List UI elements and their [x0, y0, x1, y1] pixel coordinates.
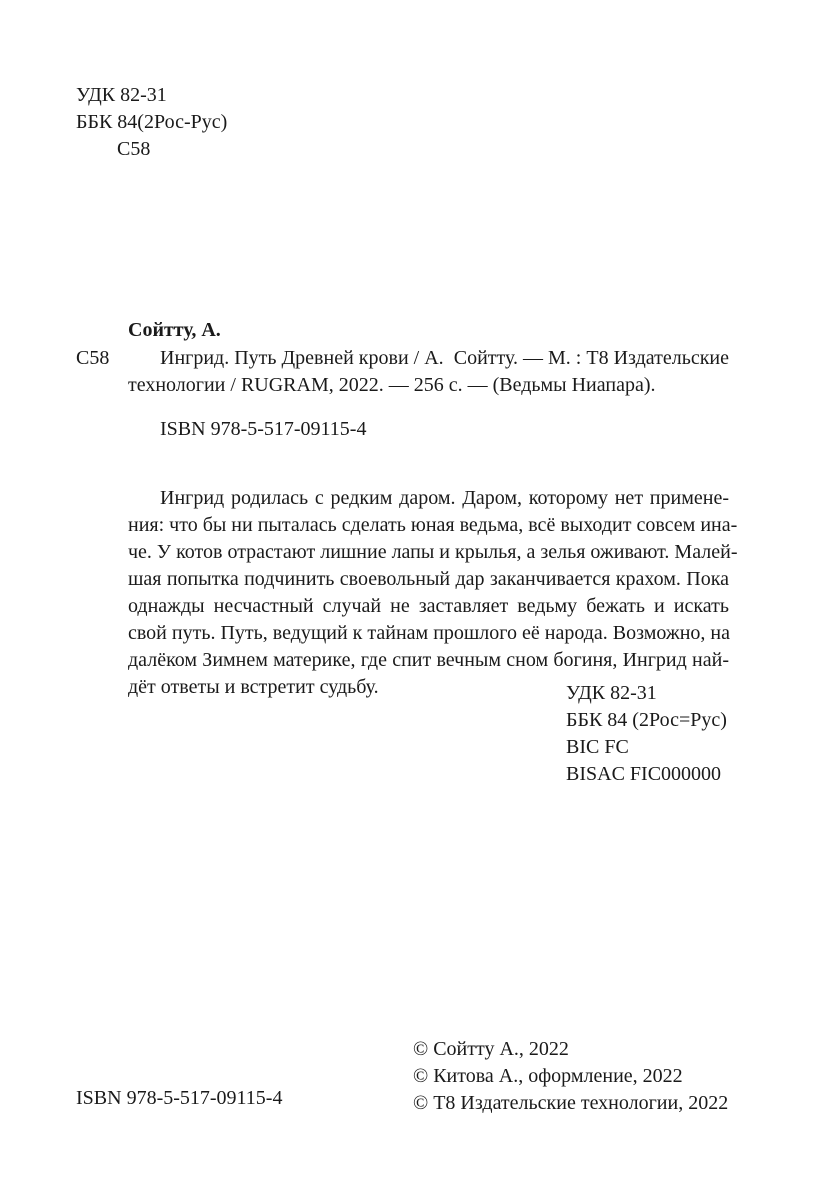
- annotation-line: ния: что бы ни пыталась сделать юная ведьма, всё выходит совсем ина-: [128, 514, 738, 536]
- udk-code-right: УДК 82-31: [566, 682, 657, 704]
- annotation-line: однажды несчастный случай не заставляет ведьму бежать и искать: [128, 595, 729, 617]
- annotation-paragraph: [128, 485, 738, 701]
- annotation-line: шая попытка подчинить своевольный дар заканчивается крахом. Пока: [128, 568, 729, 590]
- cutter-code: С58: [117, 138, 151, 160]
- copyright-design: © Китова А., оформление, 2022: [413, 1065, 683, 1087]
- biblio-line-1: [128, 345, 729, 372]
- biblio-cutter-code: С58: [76, 347, 110, 369]
- bibliographic-description: [128, 345, 729, 399]
- bbk-code-right: ББК 84 (2Рос=Рус): [566, 709, 727, 731]
- biblio-title-part: Ингрид. Путь Древней крови / А.: [160, 347, 444, 369]
- annotation-line: дёт ответы и встретит судьбу.: [128, 676, 379, 698]
- isbn-middle: ISBN 978-5-517-09115-4: [160, 418, 367, 440]
- author-heading: Сойтту, А.: [128, 319, 221, 341]
- annotation-line: Ингрид родилась с редким даром. Даром, которому нет примене-: [160, 487, 729, 509]
- copyright-publisher: © Т8 Издательские технологии, 2022: [413, 1092, 729, 1114]
- top-classification-codes: [76, 82, 227, 163]
- annotation-line: далёком Зимнем материке, где спит вечным сном богиня, Ингрид най-: [128, 649, 729, 671]
- bbk-code: ББК 84(2Рос-Рус): [76, 111, 228, 133]
- bic-code: BIC FC: [566, 736, 629, 758]
- copyright-author: © Сойтту А., 2022: [413, 1038, 569, 1060]
- isbn-bottom: ISBN 978-5-517-09115-4: [76, 1087, 283, 1109]
- udk-code: УДК 82-31: [76, 84, 167, 106]
- annotation-line: свой путь. Путь, ведущий к тайнам прошлого её народа. Возможно, на: [128, 622, 731, 644]
- annotation-line: че. У котов отрастают лишние лапы и крылья, а зелья оживают. Малей-: [128, 541, 738, 563]
- biblio-publisher-part: Сойтту. — М. : Т8 Издательские: [453, 347, 729, 369]
- biblio-line-2: технологии / RUGRAM, 2022. — 256 с. — (Ведьмы Ниапара).: [128, 374, 656, 396]
- right-classification-codes: [566, 680, 727, 788]
- bisac-code: BISAC FIC000000: [566, 763, 722, 785]
- copyright-notices: [413, 1036, 728, 1117]
